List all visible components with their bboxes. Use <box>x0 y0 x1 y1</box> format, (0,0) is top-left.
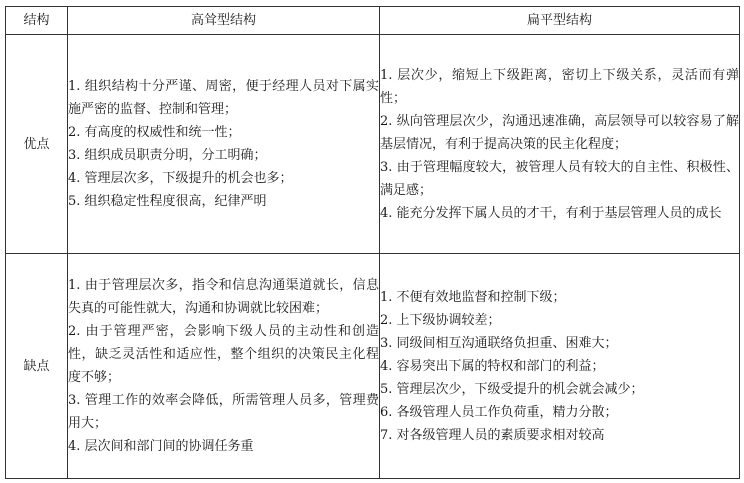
header-tall-structure: 高耸型结构 <box>68 7 380 35</box>
list-item: 7. 对各级管理人员的素质要求相对较高 <box>380 427 605 443</box>
list-item: 4. 能充分发挥下属人员的才干，有利于基层管理人员的成长 <box>380 205 722 221</box>
list-item: 1. 不便有效地监督和控制下级； <box>380 289 566 305</box>
list-item: 2. 有高度的权威性和统一性； <box>68 125 241 140</box>
list-item: 3. 由于管理幅度较大，被管理人员有较大的自主性、积极性、满足感； <box>380 159 739 198</box>
list-item: 2. 上下级协调较差； <box>380 312 501 328</box>
list-item: 6. 各级管理人员工作负荷重，精力分散； <box>380 404 618 420</box>
list-item: 3. 同级间相互沟通联络负担重、困难大； <box>380 335 618 351</box>
tall-disadvantages-cell <box>68 254 380 479</box>
list-item: 2. 由于管理严密，会影响下级人员的主动性和创造性，缺乏灵活性和适应性，整个组织的决策民主化程度不够； <box>68 324 379 385</box>
list-item: 2. 纵向管理层次少，沟通迅速准确，高层领导可以较容易了解基层情况，有利于提高决策的民主化程度； <box>380 113 739 152</box>
list-item: 4. 管理层次多，下级提升的机会也多； <box>68 171 293 186</box>
list-item: 1. 由于管理层次多，指令和信息沟通渠道就长，信息失真的可能性就大，沟通和协调就比较困难； <box>68 278 379 316</box>
row-label-disadvantages: 缺点 <box>6 254 68 479</box>
table-row-advantages <box>6 35 740 254</box>
list-item: 1. 层次少，缩短上下级距离，密切上下级关系，灵活而有弹性； <box>380 67 739 106</box>
flat-advantages-cell <box>380 35 740 254</box>
header-structure: 结构 <box>6 7 68 35</box>
list-item: 4. 容易突出下属的特权和部门的利益； <box>380 358 605 374</box>
flat-disadvantages-cell <box>380 254 740 479</box>
row-label-advantages: 优点 <box>6 35 68 254</box>
list-item: 1. 组织结构十分严谨、周密，便于经理人员对下属实施严密的监督、控制和管理； <box>68 79 379 117</box>
list-item: 3. 管理工作的效率会降低，所需管理人员多，管理费用大； <box>68 393 379 431</box>
list-item: 4. 层次间和部门间的协调任务重 <box>68 439 254 454</box>
list-item: 5. 组织稳定性程度很高，纪律严明 <box>68 194 267 209</box>
list-item: 5. 管理层次少，下级受提升的机会就会减少； <box>380 381 644 397</box>
list-item: 3. 组织成员职责分明，分工明确； <box>68 148 267 163</box>
header-row <box>6 7 740 35</box>
header-flat-structure: 扁平型结构 <box>380 7 740 35</box>
comparison-table <box>5 6 740 479</box>
tall-advantages-cell <box>68 35 380 254</box>
table-row-disadvantages <box>6 254 740 479</box>
